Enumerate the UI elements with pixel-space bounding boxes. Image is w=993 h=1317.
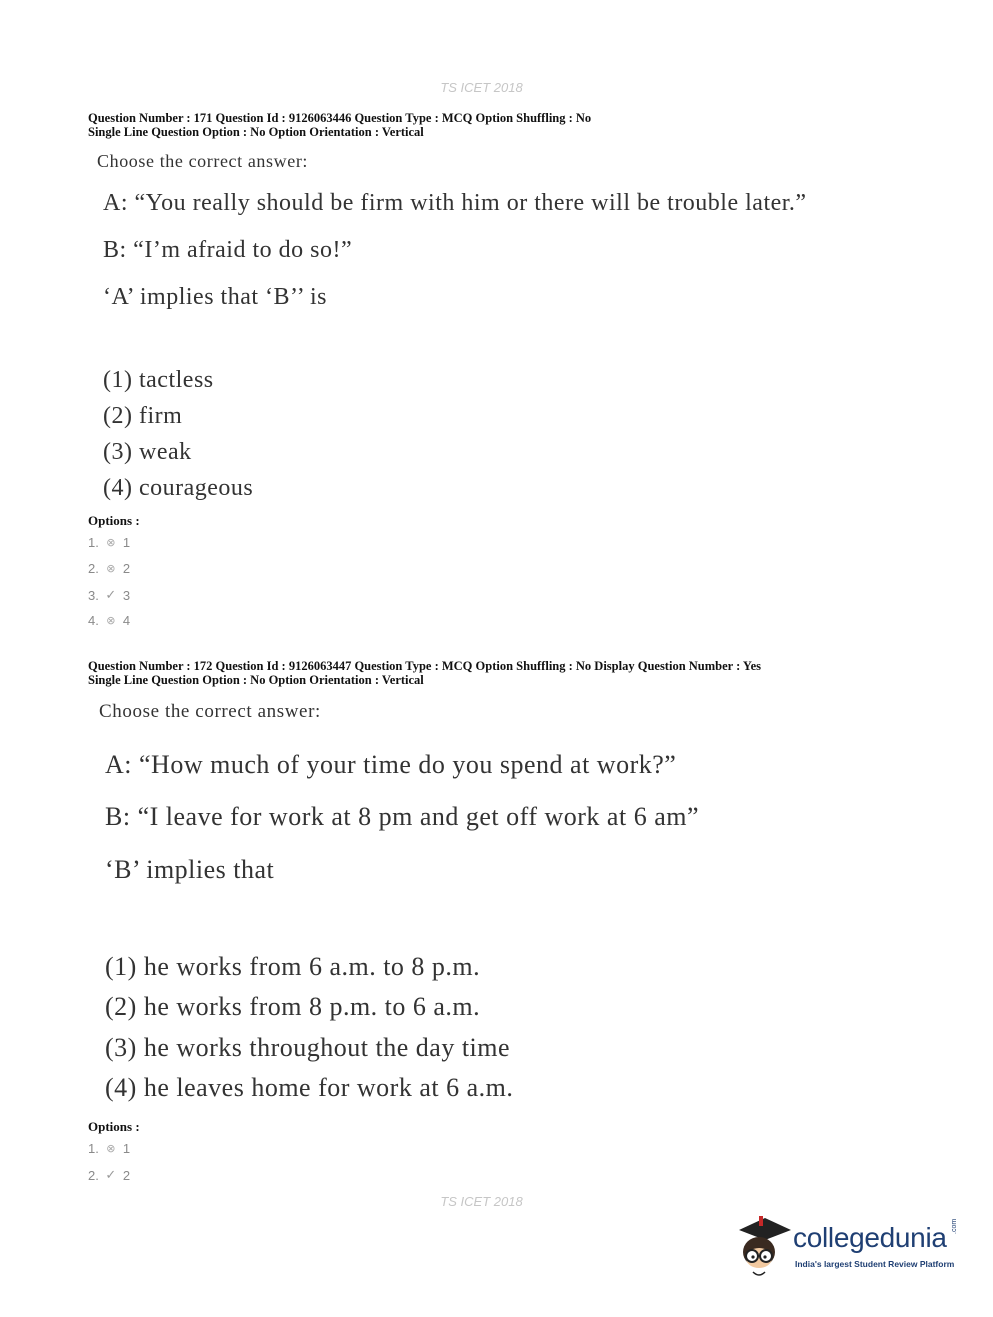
logo-wordmark: collegedunia	[793, 1222, 947, 1253]
answer-option-1	[88, 1141, 130, 1156]
question-line-a: A: “How much of your time do you spend at work?”	[105, 750, 677, 779]
logo-tagline: India's largest Student Review Platform	[795, 1259, 955, 1269]
choice-3: (3) he works throughout the day time	[105, 1033, 511, 1062]
question-meta-line1: Question Number : 172 Question Id : 9126063447 Question Type : MCQ Option Shuffling : No Display Question Number : Yes	[88, 659, 761, 673]
check-mark-icon: ✓	[105, 1167, 117, 1182]
question-meta-line1: Question Number : 171 Question Id : 9126063446 Question Type : MCQ Option Shuffling : No	[88, 111, 592, 125]
watermark-bottom: TS ICET 2018	[440, 1194, 523, 1209]
wrong-mark-icon: ⊗	[106, 615, 116, 627]
question-meta	[88, 659, 761, 687]
answer-number: 3.	[88, 587, 99, 603]
answer-number: 1.	[88, 1141, 99, 1156]
mascot-icon	[735, 1212, 795, 1282]
answer-option-2	[88, 1167, 130, 1183]
question-line-b: B: “I leave for work at 8 pm and get off work at 6 am”	[105, 802, 699, 831]
answer-number: 2.	[88, 561, 99, 576]
options-label: Options :	[88, 513, 140, 528]
answer-option-3	[88, 587, 130, 603]
choice-3: (3) weak	[103, 439, 192, 465]
answer-number: 2.	[88, 1167, 99, 1183]
answer-value: 2	[122, 1167, 131, 1183]
logo-suffix: .com	[951, 1218, 958, 1234]
check-mark-icon: ✓	[105, 587, 117, 602]
answer-value: 1	[122, 1141, 131, 1156]
choice-1: (1) he works from 6 a.m. to 8 p.m.	[105, 952, 481, 981]
choice-1: (1) tactless	[103, 367, 214, 393]
choice-4: (4) courageous	[103, 475, 254, 501]
answer-option-1	[88, 535, 130, 550]
question-line-a: A: “You really should be firm with him or there will be trouble later.”	[103, 190, 807, 216]
answer-number: 4.	[88, 613, 99, 628]
collegedunia-logo	[735, 1212, 965, 1282]
question-instruction: Choose the correct answer:	[99, 701, 321, 722]
watermark-top: TS ICET 2018	[440, 80, 523, 95]
choice-2: (2) he works from 8 p.m. to 6 a.m.	[105, 992, 481, 1021]
answer-value: 2	[122, 561, 131, 576]
wrong-mark-icon: ⊗	[106, 537, 116, 549]
question-line-implies: ‘B’ implies that	[105, 855, 275, 884]
choice-4: (4) he leaves home for work at 6 a.m.	[105, 1073, 514, 1102]
answer-option-2	[88, 561, 130, 576]
answer-value: 4	[122, 613, 131, 628]
wrong-mark-icon: ⊗	[106, 1143, 116, 1155]
question-line-b: B: “I’m afraid to do so!”	[103, 237, 353, 263]
question-meta	[88, 111, 591, 139]
wrong-mark-icon: ⊗	[106, 563, 116, 575]
question-meta-line2: Single Line Question Option : No Option Orientation : Vertical	[88, 125, 424, 139]
question-line-implies: ‘A’ implies that ‘B’’ is	[103, 284, 327, 310]
answer-number: 1.	[88, 535, 99, 550]
options-label: Options :	[88, 1119, 140, 1134]
question-instruction: Choose the correct answer:	[97, 151, 309, 171]
question-meta-line2: Single Line Question Option : No Option Orientation : Vertical	[88, 673, 424, 687]
answer-value: 1	[122, 535, 131, 550]
choice-2: (2) firm	[103, 403, 183, 429]
answer-value: 3	[122, 587, 131, 603]
answer-option-4	[88, 613, 130, 628]
